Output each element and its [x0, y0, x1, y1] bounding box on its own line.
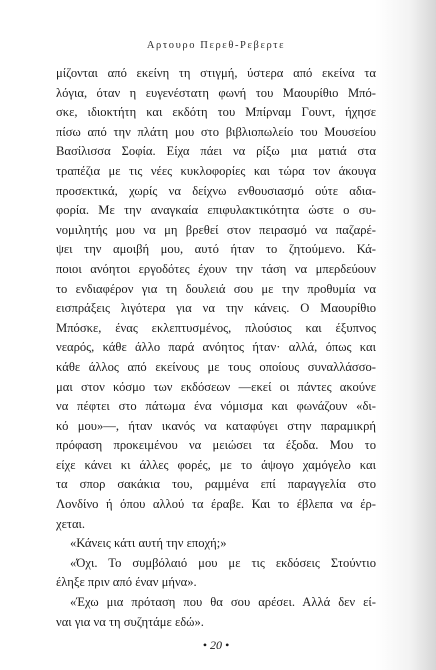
text-line: πίσω από την πλάτη μου στο βιβλιοπωλείο του Μουσείου [56, 124, 376, 139]
text-line: ψει την αμοιβή μου, αυτό ήταν το ζητούμενο. Κά- [56, 242, 376, 257]
running-head: Αρτουρο Περεθ-Ρεβερτε [146, 40, 286, 51]
text-line: χεται. [56, 516, 86, 531]
dialogue-line: «Κάνεις κάτι αυτή την εποχή;» [70, 536, 227, 551]
dialogue-line: «Έχω μια πρόταση που θα σου αρέσει. Αλλά δεν εί- [70, 595, 376, 610]
text-line: λόγια, όταν η ευγενέστατη φωνή του Μαουρίθιο Μπό- [56, 85, 376, 100]
text-line: Βασίλισσα Σοφία. Είχα πάει να ρίξω μια ματιά στα [56, 144, 376, 159]
text-line: κό μου»—, ήταν ικανός να καταφύγει στην παραμικρή [56, 418, 376, 433]
text-line: μίζονται από εκείνη τη στιγμή, ύστερα από εκείνα τα [56, 66, 376, 80]
dialogue-line: έληξε πριν από έναν μήνα». [56, 575, 197, 590]
text-line: τα σπορ σακάκια του, ραμμένα επί παραγγελία στο [56, 477, 376, 492]
text-line: ποιοι ανόητοι εργοδότες έχουν την τάση να μπερδεύουν [56, 261, 376, 276]
text-line: το ενδιαφέρον για τη δουλειά σου με την προθυμία να [56, 281, 376, 296]
text-line: εισπράξεις λιγότερα για να την κάνεις. Ο Μαουρίθιο [56, 301, 376, 316]
text-line: τραπέζια με τις νέες κυκλοφορίες και τώρα τον άκουγα [56, 163, 376, 178]
text-line: φορία. Με την αναγκαία επιφυλακτικότητα ώστε ο συ- [56, 203, 376, 218]
text-line: Μπόσκε, ένας εκλεπτυσμένος, πλούσιος και έξυπνος [56, 320, 376, 335]
text-line: νεαρός, κάθε άλλο παρά ανόητος ήταν· αλλά, όπως και [56, 340, 376, 355]
text-line: προσεκτικά, χωρίς να δείχνω ενθουσιασμό ούτε αδια- [56, 183, 376, 198]
text-line: σκε, ιδιοκτήτη και εκδότη του Μπίρναμ Γουντ, ήχησε [56, 105, 376, 120]
text-line: Λονδίνο ή όπου αλλού τα έραβε. Και το έβλεπα να έρ- [56, 497, 376, 512]
text-line: πρόφαση προκειμένου να μειώσει τα έξοδα. Μου το [56, 438, 376, 453]
dialogue-line: «Όχι. Το συμβόλαιό μου με τις εκδόσεις Στούντιο [70, 555, 376, 570]
text-line: νομιλητής μου να μη βρεθεί στον πειρασμό να παζαρέ- [56, 222, 376, 237]
text-line: είχε κάνει κι άλλες φορές, με το άψογο χαμόγελο και [56, 457, 376, 472]
text-line: μαι στον κόσμο των εκδόσεων —εκεί οι πάντες ακούνε [56, 379, 376, 394]
body-text [56, 64, 376, 632]
text-line: κάθε άλλος από εκείνους με τους οποίους συναλλάσσο- [56, 359, 376, 374]
page-number: • 20 • [202, 638, 230, 652]
dialogue-line: ναι για να τη συζητάμε εδώ». [56, 614, 204, 629]
text-line: να πέφτει στο πάτωμα ένα νόμισμα και φωνάζουν «δι- [56, 399, 376, 414]
